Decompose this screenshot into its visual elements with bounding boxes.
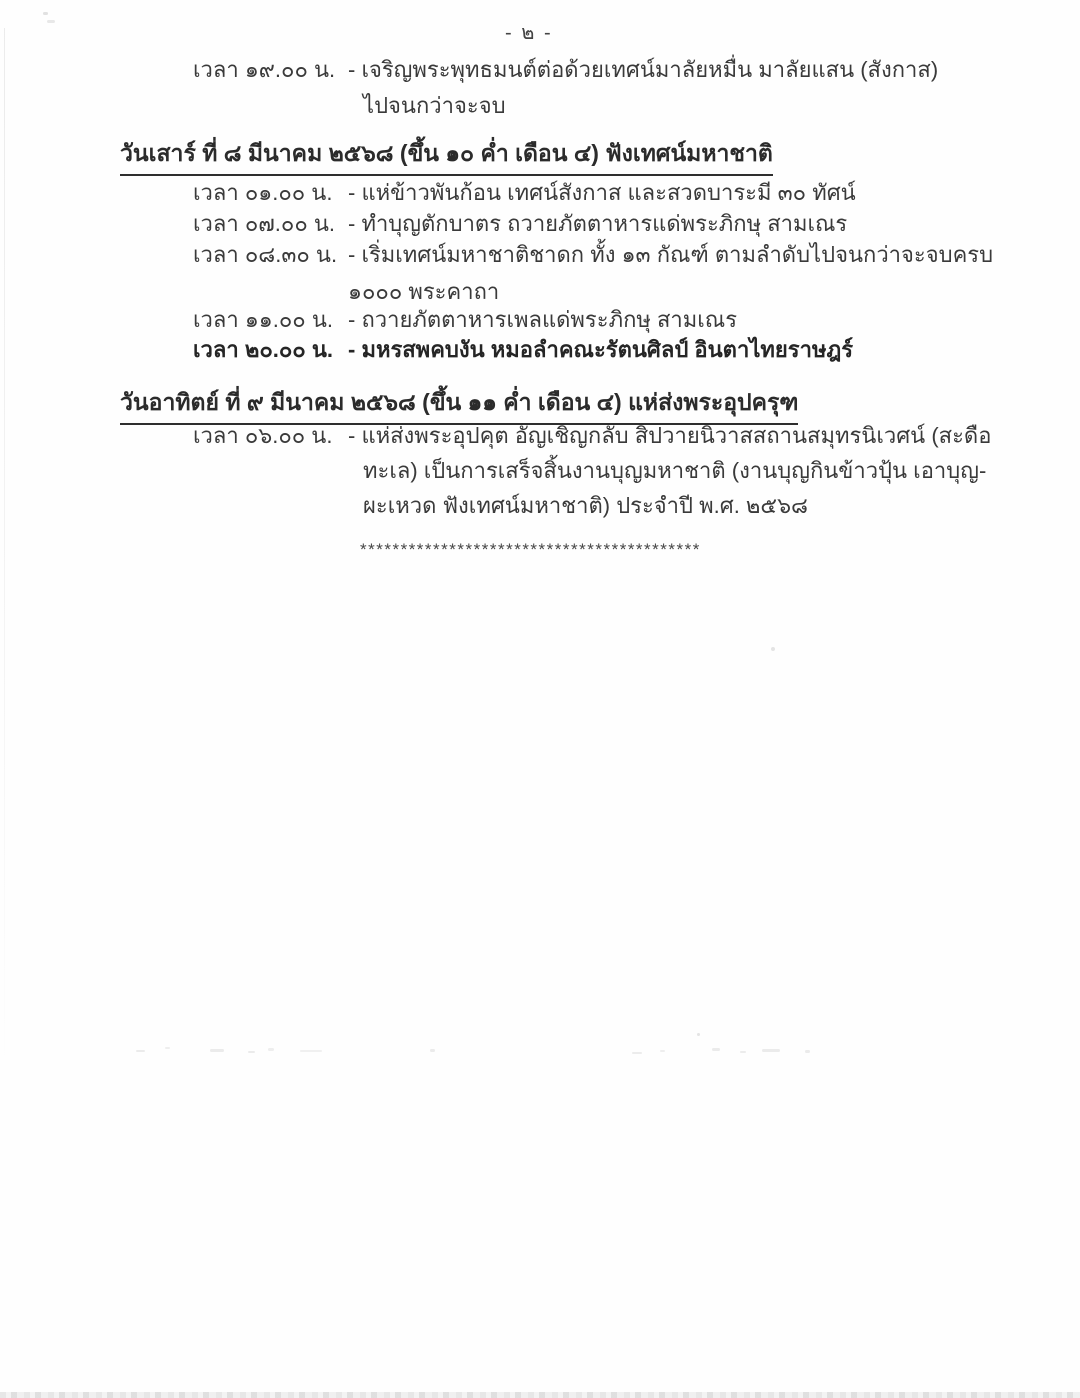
time-label: เวลา ๑๑.๐๐ น. — [193, 307, 333, 332]
scan-artifact — [210, 1049, 224, 1052]
activity-line: - ทำบุญตักบาตร ถวายภัตตาหารแด่พระภิกษุ สามเณร — [348, 211, 848, 236]
scan-artifact — [805, 1050, 810, 1053]
activity-line: ๑๐๐๐ พระคาถา — [348, 279, 500, 304]
scan-edge-artifact — [4, 28, 5, 1078]
time-label: เวลา ๑๙.๐๐ น. — [193, 57, 336, 82]
activity-line: ไปจนกว่าจะจบ — [363, 93, 506, 118]
activity-line: - มหรสพคบงัน หมอลำคณะรัตนศิลป์ อินตาไทยราษฎร์ — [348, 337, 854, 362]
page-number: - ๒ - — [505, 22, 553, 44]
time-label: เวลา ๐๗.๐๐ น. — [193, 211, 336, 236]
time-label: เวลา ๐๘.๓๐ น. — [193, 242, 338, 267]
scan-artifact — [248, 1051, 255, 1053]
activity-line: - แห่ส่งพระอุปคุต อัญเชิญกลับ สิปวายนิวาสสถานสมุทรนิเวศน์ (สะดือ — [348, 423, 992, 448]
section-heading-sunday: วันอาทิตย์ ที่ ๙ มีนาคม ๒๕๖๘ (ขึ้น ๑๑ ค่ำ เดือน ๔) แห่ส่งพระอุปครุฑ — [120, 385, 798, 425]
activity-line: ทะเล) เป็นการเสร็จสิ้นงานบุญมหาชาติ (งานบุญกินข้าวปุ้น เอาบุญ- — [363, 458, 987, 483]
activity-line: - แห่ข้าวพันก้อน เทศน์สังกาส และสวดบาระมี ๓๐ ทัศน์ — [348, 180, 856, 205]
time-label: เวลา ๐๑.๐๐ น. — [193, 180, 333, 205]
scan-artifact — [771, 647, 775, 651]
time-label: เวลา ๐๖.๐๐ น. — [193, 423, 333, 448]
scan-artifact — [430, 1049, 435, 1052]
scan-artifact — [268, 1048, 274, 1051]
scan-artifact — [47, 20, 55, 23]
activity-line: - เริ่มเทศน์มหาชาติชาดก ทั้ง ๑๓ กัณฑ์ ตามลำดับไปจนกว่าจะจบครบ — [348, 242, 994, 267]
scan-artifact — [762, 1049, 780, 1052]
scan-artifact — [300, 1050, 322, 1052]
time-label: เวลา ๒๐.๐๐ น. — [193, 337, 333, 362]
section-heading-saturday: วันเสาร์ ที่ ๘ มีนาคม ๒๕๖๘ (ขึ้น ๑๐ ค่ำ เดือน ๔) ฟังเทศน์มหาชาติ — [120, 136, 773, 176]
scan-artifact — [43, 12, 48, 15]
scan-artifact — [165, 1047, 170, 1049]
scan-bottom-band-artifact — [0, 1392, 1080, 1398]
scan-artifact — [740, 1051, 746, 1053]
separator-line: ****************************************** — [360, 540, 701, 559]
activity-line: - ถวายภัตตาหารเพลแด่พระภิกษุ สามเณร — [348, 307, 738, 332]
scan-artifact — [712, 1048, 720, 1051]
scan-artifact — [136, 1050, 145, 1052]
scan-artifact — [660, 1050, 665, 1052]
activity-line: - เจริญพระพุทธมนต์ต่อด้วยเทศน์มาลัยหมื่น มาลัยแสน (สังกาส) — [348, 57, 939, 82]
scan-artifact — [697, 1033, 700, 1036]
activity-line: ผะเหวด ฟังเทศน์มหาชาติ) ประจำปี พ.ศ. ๒๕๖๘ — [363, 493, 809, 518]
scan-artifact — [632, 1052, 642, 1054]
